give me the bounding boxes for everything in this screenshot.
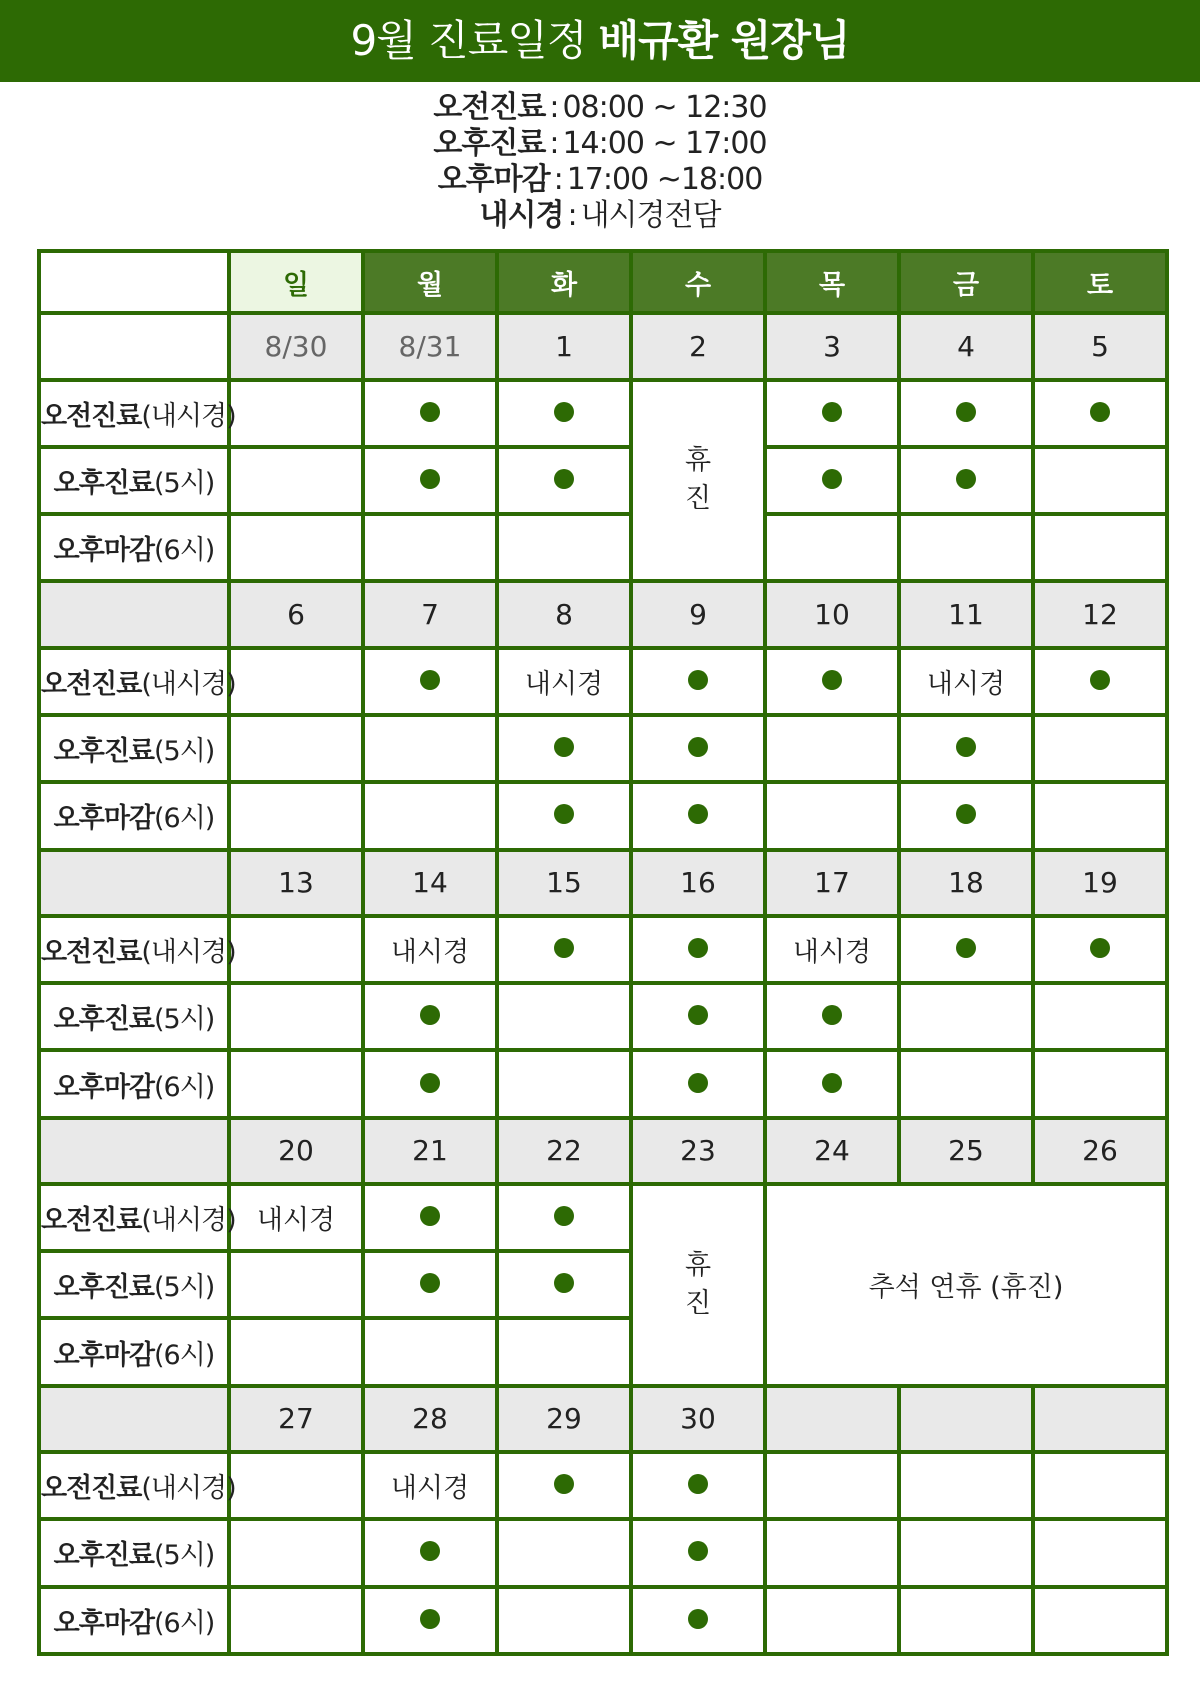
schedule-row-am — [39, 916, 1167, 983]
slot-open — [363, 1519, 497, 1586]
schedule-table — [37, 249, 1169, 1656]
schedule-row-am — [39, 380, 1167, 447]
slot-open — [363, 1587, 497, 1654]
date-cell: 27 — [229, 1386, 363, 1452]
schedule-row-late — [39, 782, 1167, 849]
schedule-row-am — [39, 1184, 1167, 1251]
date-row-label — [39, 850, 229, 916]
slot-open — [765, 983, 899, 1050]
title-month: 9월 진료일정 — [350, 16, 587, 65]
slot-open — [363, 447, 497, 514]
slot-empty — [1033, 1452, 1167, 1519]
schedule-title-banner — [0, 0, 1200, 82]
slot-empty — [497, 514, 631, 581]
date-cell: 21 — [363, 1118, 497, 1184]
open-dot-icon — [956, 804, 976, 824]
date-cell: 25 — [899, 1118, 1033, 1184]
slot-endoscopy: 내시경 — [497, 648, 631, 715]
slot-empty — [363, 715, 497, 782]
slot-empty — [899, 1050, 1033, 1117]
slot-endoscopy: 내시경 — [363, 1452, 497, 1519]
slot-open — [631, 1050, 765, 1117]
schedule-row-late — [39, 514, 1167, 581]
hours-line-pm: 오후진료 : 14:00 ~ 17:00 — [433, 126, 767, 161]
row-label-pm: 오후진료(5시) — [39, 983, 229, 1050]
date-cell: 8/30 — [229, 313, 363, 379]
slot-closed: 휴 진 — [631, 380, 765, 582]
slot-open — [765, 648, 899, 715]
slot-empty — [229, 648, 363, 715]
hours-line-late: 오후마감 : 17:00 ~18:00 — [437, 162, 763, 197]
open-dot-icon — [554, 1474, 574, 1494]
slot-empty — [229, 1251, 363, 1318]
date-cell: 23 — [631, 1118, 765, 1184]
slot-endoscopy: 내시경 — [363, 916, 497, 983]
open-dot-icon — [554, 938, 574, 958]
hours-line-am: 오전진료 : 08:00 ~ 12:30 — [433, 90, 767, 125]
slot-open — [497, 1452, 631, 1519]
date-cell: 22 — [497, 1118, 631, 1184]
slot-empty — [497, 1519, 631, 1586]
date-cell: 15 — [497, 850, 631, 916]
day-wednesday: 수 — [631, 251, 765, 313]
open-dot-icon — [420, 1073, 440, 1093]
slot-empty — [1033, 983, 1167, 1050]
row-label-pm: 오후진료(5시) — [39, 715, 229, 782]
day-thursday: 목 — [765, 251, 899, 313]
slot-open — [765, 1050, 899, 1117]
slot-empty — [899, 1519, 1033, 1586]
slot-open — [631, 782, 765, 849]
slot-empty — [229, 1519, 363, 1586]
date-cell: 16 — [631, 850, 765, 916]
schedule-row-am — [39, 1452, 1167, 1519]
open-dot-icon — [956, 469, 976, 489]
slot-open — [899, 447, 1033, 514]
day-tuesday: 화 — [497, 251, 631, 313]
date-cell: 7 — [363, 581, 497, 647]
slot-open — [497, 380, 631, 447]
open-dot-icon — [420, 670, 440, 690]
slot-open — [631, 715, 765, 782]
slot-empty — [229, 1452, 363, 1519]
slot-empty — [229, 447, 363, 514]
open-dot-icon — [420, 1609, 440, 1629]
hours-line-endoscopy: 내시경 : 내시경전담 — [479, 198, 721, 233]
slot-open — [899, 715, 1033, 782]
row-label-late: 오후마감(6시) — [39, 514, 229, 581]
open-dot-icon — [420, 402, 440, 422]
open-dot-icon — [554, 804, 574, 824]
date-cell: 8/31 — [363, 313, 497, 379]
open-dot-icon — [688, 737, 708, 757]
schedule-row-pm — [39, 1519, 1167, 1586]
slot-empty — [765, 715, 899, 782]
slot-open — [765, 447, 899, 514]
open-dot-icon — [554, 1206, 574, 1226]
date-cell: 9 — [631, 581, 765, 647]
date-cell: 12 — [1033, 581, 1167, 647]
clinic-hours — [0, 90, 1200, 234]
open-dot-icon — [688, 1474, 708, 1494]
row-label-am: 오전진료(내시경) — [39, 648, 229, 715]
date-row-week2 — [39, 581, 1167, 647]
slot-open — [631, 916, 765, 983]
schedule-row-pm — [39, 715, 1167, 782]
slot-endoscopy: 내시경 — [765, 916, 899, 983]
slot-open — [497, 916, 631, 983]
slot-empty — [1033, 1050, 1167, 1117]
day-sunday: 일 — [229, 251, 363, 313]
date-cell: 6 — [229, 581, 363, 647]
open-dot-icon — [420, 1541, 440, 1561]
slot-empty — [363, 782, 497, 849]
slot-empty — [497, 1050, 631, 1117]
date-row-label — [39, 313, 229, 379]
open-dot-icon — [822, 670, 842, 690]
open-dot-icon — [1090, 938, 1110, 958]
open-dot-icon — [822, 1073, 842, 1093]
slot-open — [363, 1251, 497, 1318]
slot-empty — [229, 715, 363, 782]
schedule-row-pm — [39, 447, 1167, 514]
slot-empty — [765, 1519, 899, 1586]
row-label-late: 오후마감(6시) — [39, 1050, 229, 1117]
open-dot-icon — [822, 1005, 842, 1025]
date-cell: 17 — [765, 850, 899, 916]
open-dot-icon — [420, 1273, 440, 1293]
slot-empty — [229, 916, 363, 983]
row-label-am: 오전진료(내시경) — [39, 1452, 229, 1519]
date-cell: 5 — [1033, 313, 1167, 379]
slot-empty — [497, 1318, 631, 1385]
date-row-week5 — [39, 1386, 1167, 1452]
schedule-row-pm — [39, 983, 1167, 1050]
slot-open — [363, 1050, 497, 1117]
slot-empty — [899, 1452, 1033, 1519]
date-cell: 4 — [899, 313, 1033, 379]
date-cell: 13 — [229, 850, 363, 916]
date-cell: 11 — [899, 581, 1033, 647]
slot-empty — [363, 514, 497, 581]
slot-open — [1033, 916, 1167, 983]
date-cell: 24 — [765, 1118, 899, 1184]
slot-open — [1033, 648, 1167, 715]
slot-empty — [1033, 1587, 1167, 1654]
row-label-pm: 오후진료(5시) — [39, 447, 229, 514]
open-dot-icon — [688, 1005, 708, 1025]
open-dot-icon — [956, 737, 976, 757]
slot-empty — [229, 1050, 363, 1117]
date-cell: 10 — [765, 581, 899, 647]
slot-open — [363, 1184, 497, 1251]
slot-empty — [765, 1452, 899, 1519]
open-dot-icon — [688, 1541, 708, 1561]
open-dot-icon — [688, 938, 708, 958]
open-dot-icon — [688, 1073, 708, 1093]
slot-empty — [1033, 715, 1167, 782]
row-label-am: 오전진료(내시경) — [39, 916, 229, 983]
date-cell: 20 — [229, 1118, 363, 1184]
open-dot-icon — [420, 1005, 440, 1025]
slot-open — [631, 648, 765, 715]
date-cell — [899, 1386, 1033, 1452]
open-dot-icon — [1090, 670, 1110, 690]
slot-empty — [229, 1318, 363, 1385]
slot-open — [631, 1587, 765, 1654]
slot-closed: 휴 진 — [631, 1184, 765, 1386]
date-row-week1 — [39, 313, 1167, 379]
slot-open — [363, 380, 497, 447]
open-dot-icon — [688, 804, 708, 824]
slot-open — [497, 1251, 631, 1318]
date-cell — [1033, 1386, 1167, 1452]
slot-open — [1033, 380, 1167, 447]
row-label-late: 오후마감(6시) — [39, 782, 229, 849]
slot-open — [497, 1184, 631, 1251]
slot-empty — [229, 380, 363, 447]
slot-empty — [229, 1587, 363, 1654]
slot-empty — [765, 514, 899, 581]
schedule-row-late — [39, 1587, 1167, 1654]
slot-open — [363, 983, 497, 1050]
slot-open — [631, 1519, 765, 1586]
row-label-pm: 오후진료(5시) — [39, 1251, 229, 1318]
slot-open — [631, 983, 765, 1050]
slot-empty — [1033, 782, 1167, 849]
date-cell: 18 — [899, 850, 1033, 916]
slot-empty — [765, 782, 899, 849]
title-doctor: 배규환 원장님 — [598, 16, 850, 65]
slot-empty — [899, 514, 1033, 581]
row-label-am: 오전진료(내시경) — [39, 1184, 229, 1251]
date-row-label — [39, 1386, 229, 1452]
day-header-row — [39, 251, 1167, 313]
slot-open — [363, 648, 497, 715]
open-dot-icon — [956, 402, 976, 422]
schedule-row-late — [39, 1050, 1167, 1117]
row-label-am: 오전진료(내시경) — [39, 380, 229, 447]
day-monday: 월 — [363, 251, 497, 313]
slot-endoscopy: 내시경 — [229, 1184, 363, 1251]
date-cell: 3 — [765, 313, 899, 379]
open-dot-icon — [956, 938, 976, 958]
open-dot-icon — [554, 1273, 574, 1293]
slot-empty — [899, 1587, 1033, 1654]
slot-empty — [229, 782, 363, 849]
slot-endoscopy: 내시경 — [899, 648, 1033, 715]
date-row-label — [39, 581, 229, 647]
open-dot-icon — [688, 1609, 708, 1629]
date-cell: 29 — [497, 1386, 631, 1452]
row-label-pm: 오후진료(5시) — [39, 1519, 229, 1586]
date-cell: 14 — [363, 850, 497, 916]
chuseok-holiday-cell: 추석 연휴 (휴진) — [765, 1184, 1167, 1386]
slot-empty — [363, 1318, 497, 1385]
slot-open — [899, 916, 1033, 983]
slot-open — [899, 380, 1033, 447]
open-dot-icon — [420, 469, 440, 489]
date-row-label — [39, 1118, 229, 1184]
date-cell: 2 — [631, 313, 765, 379]
date-cell: 26 — [1033, 1118, 1167, 1184]
corner-cell — [39, 251, 229, 313]
date-cell: 1 — [497, 313, 631, 379]
slot-empty — [229, 983, 363, 1050]
slot-empty — [229, 514, 363, 581]
slot-empty — [765, 1587, 899, 1654]
slot-open — [497, 447, 631, 514]
open-dot-icon — [554, 469, 574, 489]
slot-empty — [497, 1587, 631, 1654]
date-row-week3 — [39, 850, 1167, 916]
open-dot-icon — [822, 402, 842, 422]
slot-empty — [899, 983, 1033, 1050]
slot-open — [497, 782, 631, 849]
date-cell: 8 — [497, 581, 631, 647]
slot-empty — [1033, 514, 1167, 581]
schedule-row-am — [39, 648, 1167, 715]
row-label-late: 오후마감(6시) — [39, 1587, 229, 1654]
date-row-week4 — [39, 1118, 1167, 1184]
open-dot-icon — [822, 469, 842, 489]
slot-empty — [497, 983, 631, 1050]
slot-empty — [1033, 1519, 1167, 1586]
slot-open — [631, 1452, 765, 1519]
open-dot-icon — [554, 402, 574, 422]
day-friday: 금 — [899, 251, 1033, 313]
open-dot-icon — [420, 1206, 440, 1226]
slot-open — [765, 380, 899, 447]
open-dot-icon — [688, 670, 708, 690]
date-cell: 30 — [631, 1386, 765, 1452]
slot-open — [497, 715, 631, 782]
date-cell — [765, 1386, 899, 1452]
day-saturday: 토 — [1033, 251, 1167, 313]
row-label-late: 오후마감(6시) — [39, 1318, 229, 1385]
date-cell: 19 — [1033, 850, 1167, 916]
slot-empty — [1033, 447, 1167, 514]
open-dot-icon — [554, 737, 574, 757]
date-cell: 28 — [363, 1386, 497, 1452]
slot-open — [899, 782, 1033, 849]
open-dot-icon — [1090, 402, 1110, 422]
